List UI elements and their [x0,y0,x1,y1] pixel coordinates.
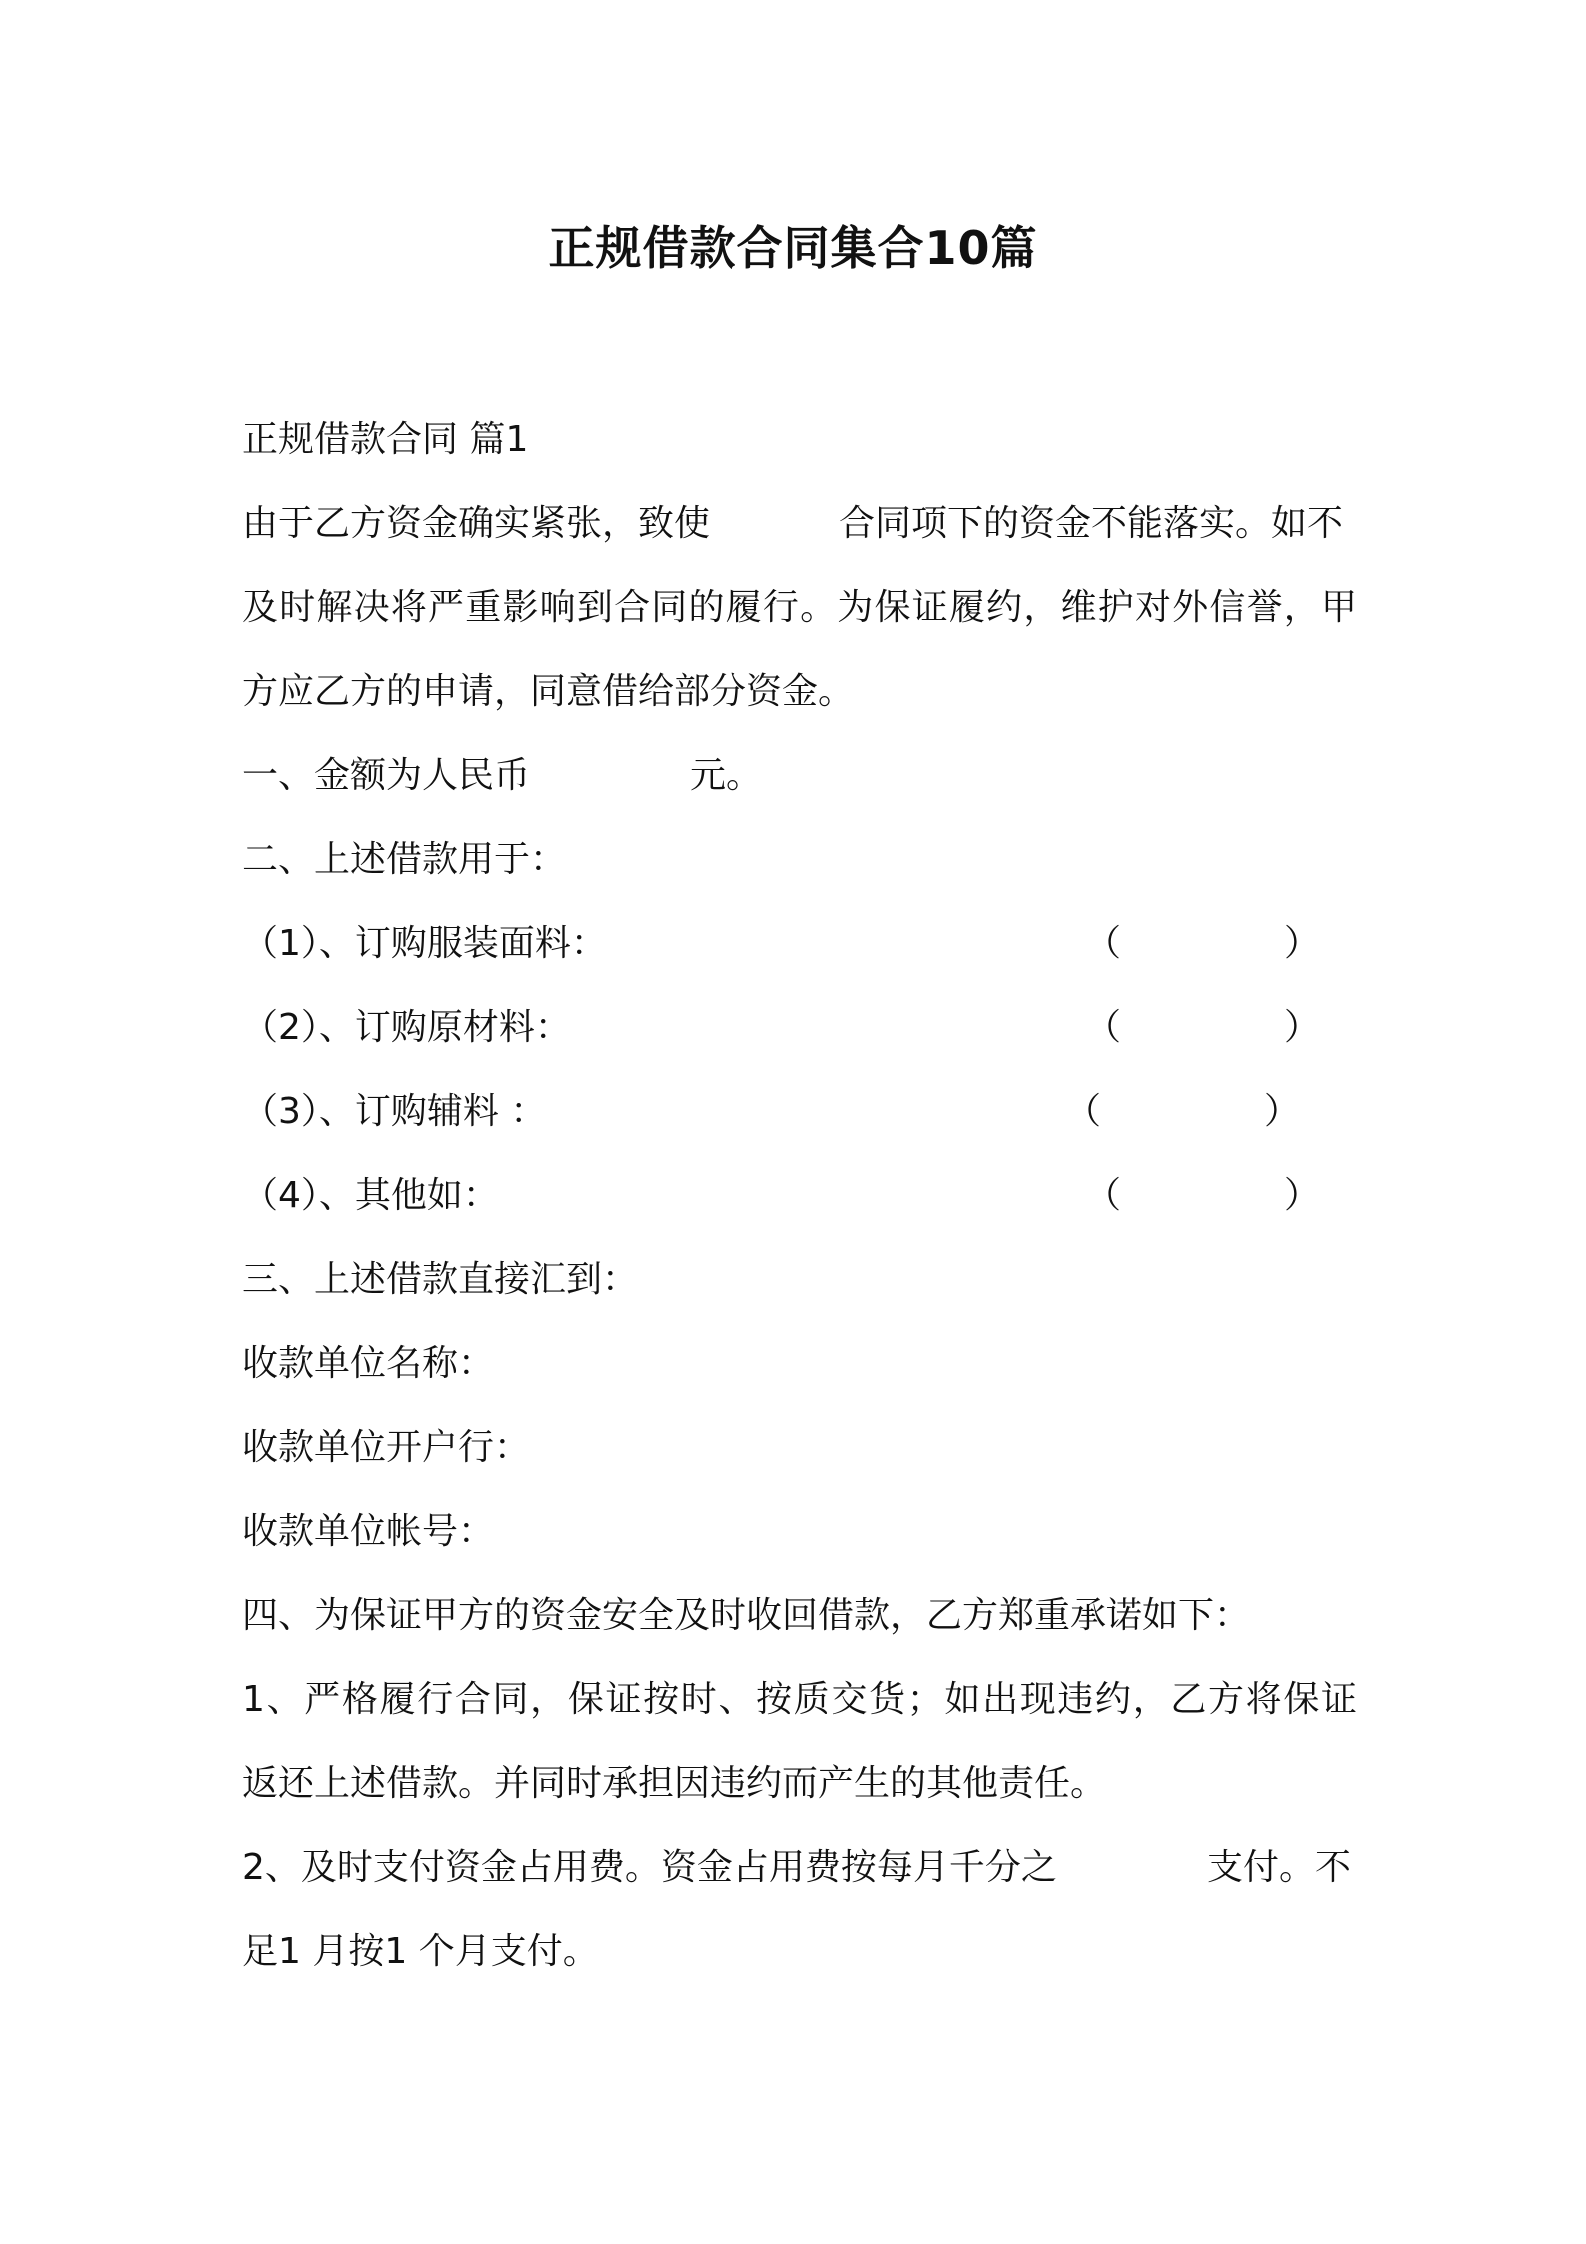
clause-4-item-2-right: 支付。不 [1207,1847,1352,1888]
document-title: 正规借款合同集合10篇 [548,221,1038,275]
clause-4-item-1-line-2: 返还上述借款。并同时承担因违约而产生的其他责任。 [242,1763,1107,1804]
item-1-label: （1）、订购服装面料： [242,923,607,964]
intro-line-1-right: 合同项下的资金不能落实。如不 [839,503,1344,544]
intro-line-3: 方应乙方的申请，同意借给部分资金。 [242,671,855,712]
clause-1-left: 一、金额为人民币 [242,755,531,796]
payee-name: 收款单位名称： [242,1343,495,1384]
clause-4-item-1-line-1-text: 1、严格履行合同，保证按时、按质交货；如出现违约，乙方将保证 [242,1679,1357,1720]
item-2-close-paren: ） [1284,1007,1321,1048]
clause-4-item-2-line-2: 足1 月按1 个月支付。 [242,1931,599,1972]
intro-line-1-left: 由于乙方资金确实紧张，致使 [242,503,711,544]
item-3-close-paren: ） [1264,1091,1301,1132]
item-4-label: （4）、其他如： [242,1175,499,1216]
item-1-close-paren: ） [1284,923,1321,964]
clause-4-item-2-left: 2、及时支付资金占用费。资金占用费按每月千分之 [242,1847,1057,1888]
item-4-close-paren: ） [1284,1175,1321,1216]
payee-account: 收款单位帐号： [242,1511,495,1552]
clause-1-right: 元。 [690,755,763,796]
clause-3-heading: 三、上述借款直接汇到： [242,1259,639,1300]
item-3-open-paren: （ [1065,1091,1102,1132]
intro-line-2 [242,584,1357,632]
item-2-open-paren: （ [1085,1007,1122,1048]
intro-line-2-text: 及时解决将严重影响到合同的履行。为保证履约，维护对外信誉，甲 [242,587,1357,628]
item-3-label: （3）、订购辅料 ： [242,1091,547,1132]
item-2-label: （2）、订购原材料： [242,1007,571,1048]
clause-4-item-1-line-1 [242,1676,1357,1724]
payee-bank: 收款单位开户行： [242,1427,531,1468]
item-1-open-paren: （ [1085,923,1122,964]
section-heading: 正规借款合同 篇1 [242,419,529,460]
clause-2-heading: 二、上述借款用于： [242,839,567,880]
item-4-open-paren: （ [1085,1175,1122,1216]
clause-4-heading: 四、为保证甲方的资金安全及时收回借款，乙方郑重承诺如下： [242,1595,1251,1636]
